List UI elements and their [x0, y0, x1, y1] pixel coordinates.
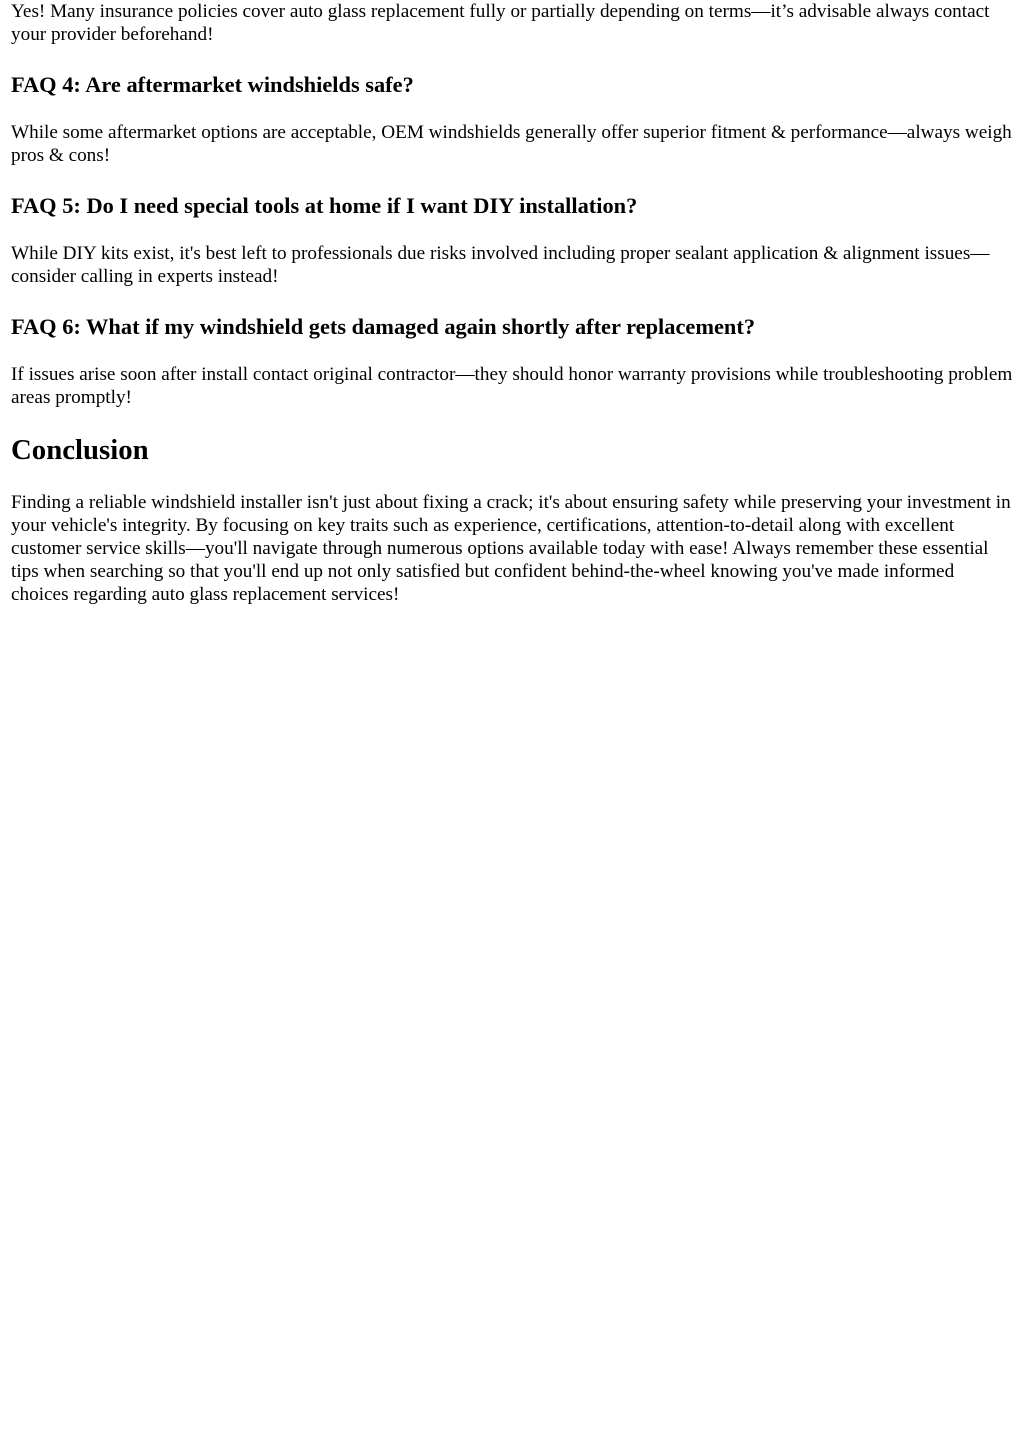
- faq-6-answer: If issues arise soon after install contact original contractor—they should honor warranty provisions while troubleshooting problem areas promptly!: [11, 364, 1013, 408]
- faq-5-question: FAQ 5: Do I need special tools at home if I want DIY installation?: [11, 193, 638, 218]
- faq-6-question: FAQ 6: What if my windshield gets damaged again shortly after replacement?: [11, 314, 756, 339]
- faq-3-answer: Yes! Many insurance policies cover auto glass replacement fully or partially depending on terms—it’s advisable always contact your provider beforehand!: [11, 1, 990, 45]
- conclusion-heading: Conclusion: [11, 434, 149, 466]
- faq-5-answer: While DIY kits exist, it's best left to professionals due risks involved including proper sealant application & alignment issues—consider calling in experts instead!: [11, 243, 990, 287]
- article-body: [0, 0, 1024, 606]
- faq-4-question: FAQ 4: Are aftermarket windshields safe?: [11, 72, 414, 97]
- conclusion-text: Finding a reliable windshield installer isn't just about fixing a crack; it's about ensuring safety while preserving your investment in your vehicle's integrity. By focusing on key traits such as experience, certifications, attention-to-detail along with excellent customer service skills—you'll navigate through numerous options available today with ease! Always remember these essential tips when searching so that you'll end up not only satisfied but confident behind-the-wheel knowing you've made informed choices regarding auto glass replacement services!: [11, 492, 1011, 605]
- faq-4-answer: While some aftermarket options are acceptable, OEM windshields generally offer superior fitment & performance—always weigh pros & cons!: [11, 122, 1012, 166]
